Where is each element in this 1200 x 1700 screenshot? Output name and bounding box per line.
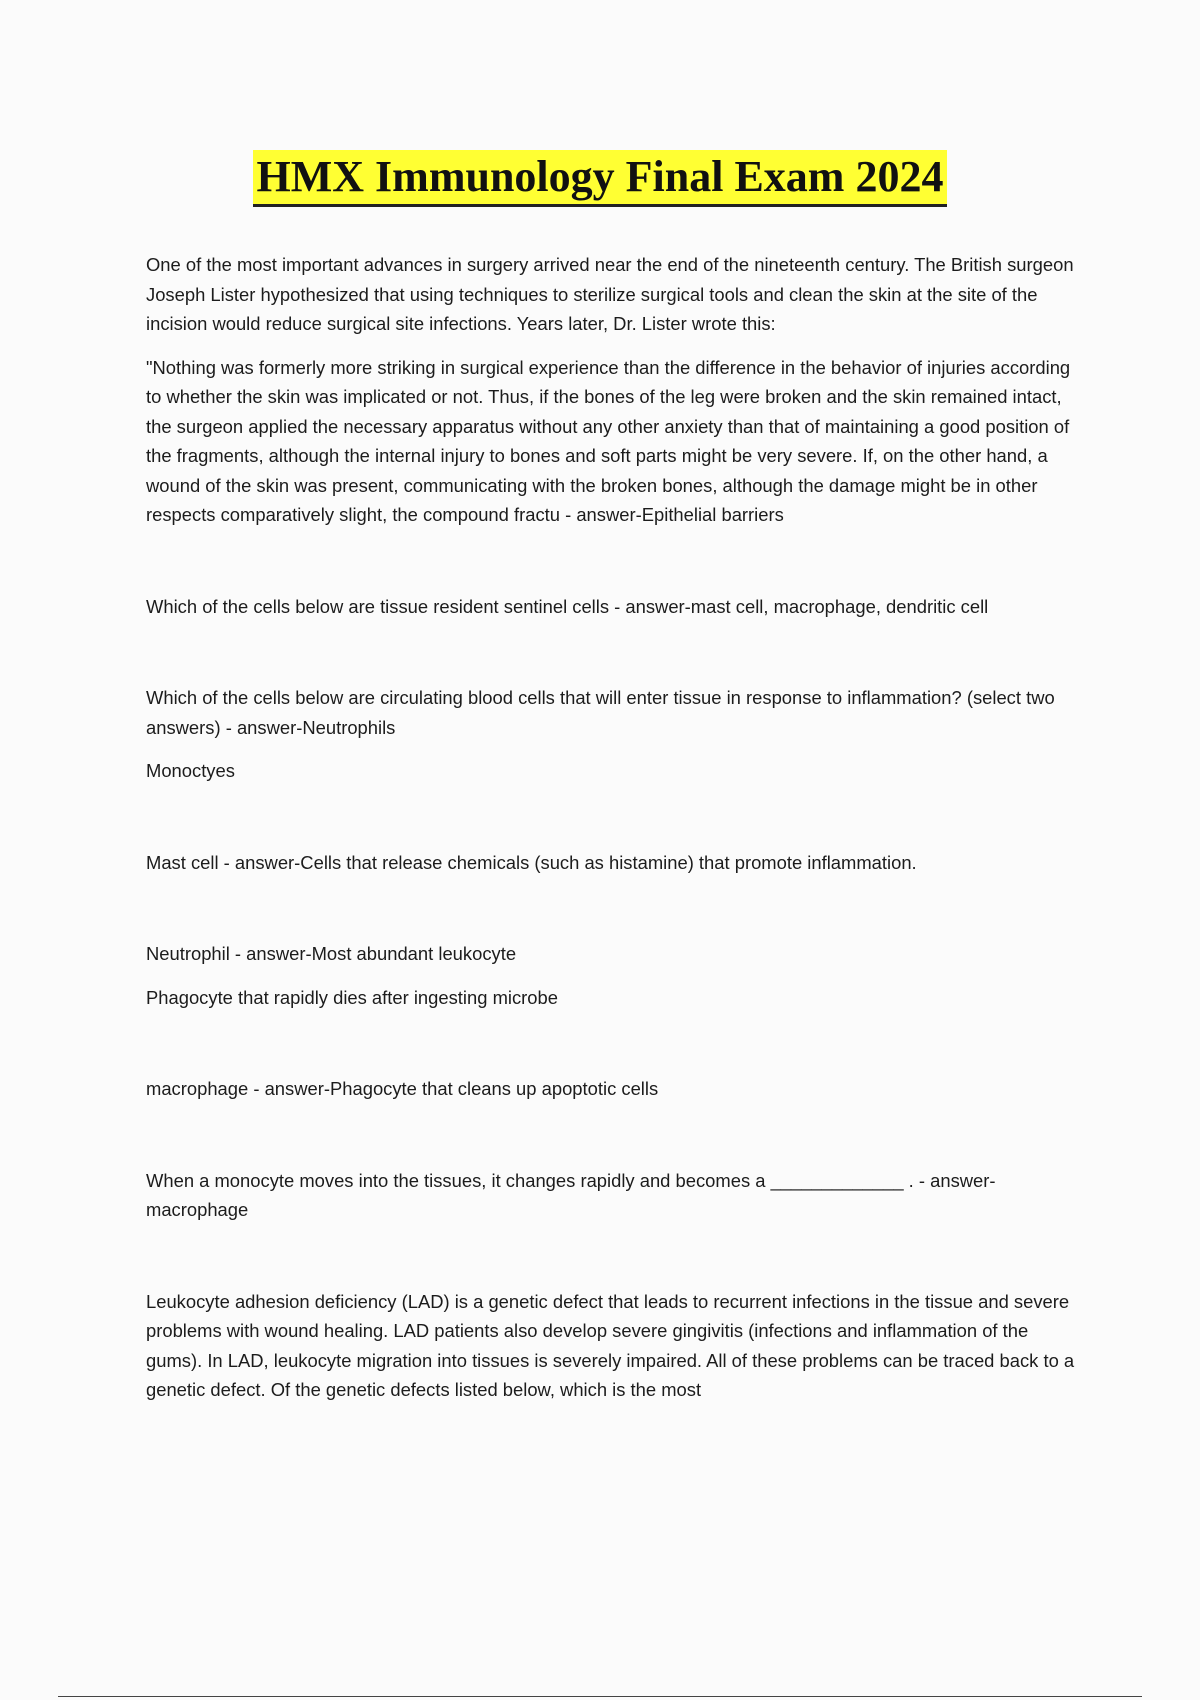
- answer-continuation-phagocyte: Phagocyte that rapidly dies after ingesting microbe: [146, 986, 558, 1008]
- question-mast-cell: Mast cell - answer-Cells that release chemicals (such as histamine) that promote inflammation.: [146, 851, 917, 873]
- question-macrophage: macrophage - answer-Phagocyte that cleans up apoptotic cells: [146, 1078, 659, 1099]
- document-body: [146, 250, 1086, 1405]
- question-sentinel-cells: Which of the cells below are tissue resident sentinel cells - answer-mast cell, macrophage, dendritic cell: [146, 595, 989, 617]
- bottom-divider: [58, 1696, 1142, 1697]
- paragraph-lister-quote: "Nothing was formerly more striking in surgical experience than the difference in the behavior of injuries according to whether the skin was implicated or not. Thus, if the bones of the leg were broken and the skin remained intact, the surgeon applied the necessary apparatus without any other anxiety than that of maintaining a good position of the fragments, although the internal injury to bones and soft parts might be very severe. If, on the other hand, a wound of the skin was present, communicating with the broken bones, although the damage might be in other respects comparatively slight, the compound fractu - answer-Epithelial barriers: [146, 356, 1071, 525]
- question-monocyte-tissue: When a monocyte moves into the tissues, it changes rapidly and becomes a _____________ . - answer-macrophage: [146, 1169, 996, 1220]
- question-lad: Leukocyte adhesion deficiency (LAD) is a genetic defect that leads to recurrent infections in the tissue and severe problems with wound healing. LAD patients also develop severe gingivitis (infections and inflammation of the gums). In LAD, leukocyte migration into tissues is severely impaired. All of these problems can be traced back to a genetic defect. Of the genetic defects listed below, which is the most: [146, 1290, 1075, 1400]
- paragraph-lister-intro: One of the most important advances in surgery arrived near the end of the nineteenth century. The British surgeon Joseph Lister hypothesized that using techniques to sterilize surgical tools and clean the skin at the site of the incision would reduce surgical site infections. Years later, Dr. Lister wrote this:: [146, 254, 1074, 334]
- answer-continuation-monocytes: Monoctyes: [146, 760, 235, 781]
- question-circulating-cells: Which of the cells below are circulating blood cells that will enter tissue in response to inflammation? (select two answers) - answer-Neutrophils: [146, 687, 1055, 738]
- title-container: [0, 150, 1200, 207]
- question-neutrophil: Neutrophil - answer-Most abundant leukocyte: [146, 943, 517, 964]
- document-title: HMX Immunology Final Exam 2024: [253, 150, 948, 207]
